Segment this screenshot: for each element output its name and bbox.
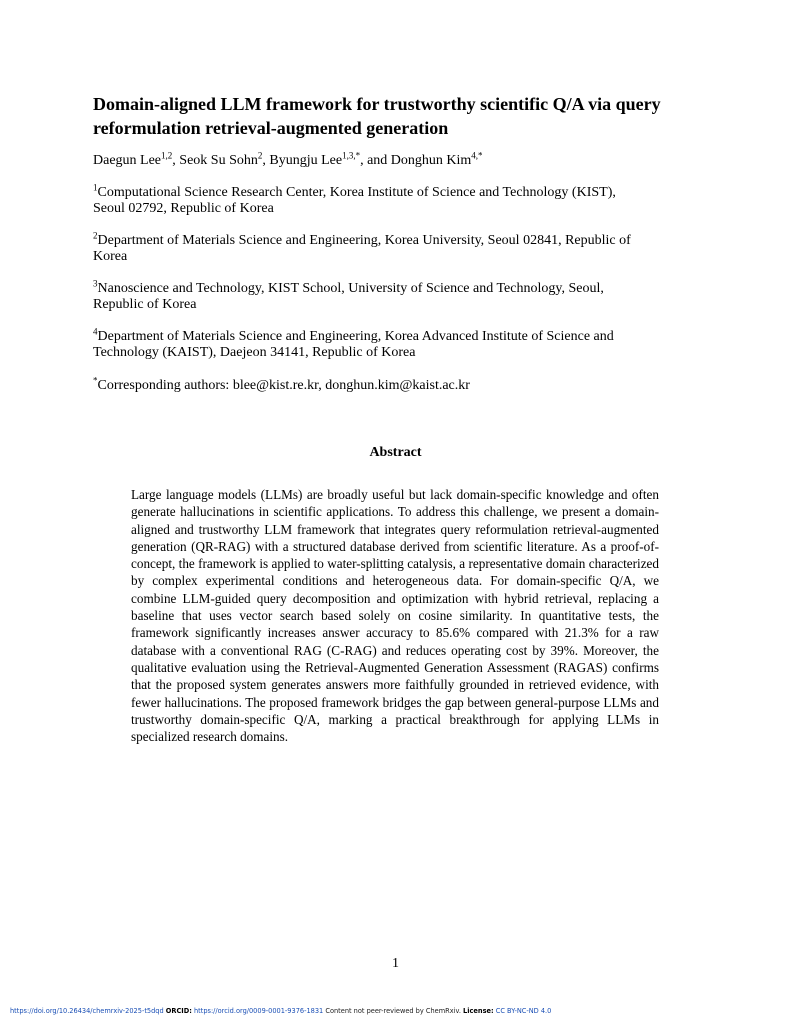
corresponding-authors — [93, 375, 693, 394]
author-name: Byungju Lee — [269, 153, 343, 168]
title-line-2: reformulation retrieval-augmented generation — [93, 118, 449, 138]
doi-link[interactable]: https://doi.org/10.26434/chemrxiv-2025-t5dqd — [10, 1007, 164, 1015]
affiliation-text: Computational Science Research Center, Korea Institute of Science and Technology (KIST), — [97, 185, 616, 200]
affiliation-text: Republic of Korea — [93, 297, 197, 312]
author-separator: , — [262, 153, 270, 168]
affiliation-text: Seoul 02792, Republic of Korea — [93, 201, 274, 216]
corresponding-mark: * — [93, 375, 98, 386]
author-separator: , and — [360, 153, 391, 168]
title-line-1: Domain-aligned LLM framework for trustworthy scientific Q/A via query — [93, 94, 661, 114]
page-number: 1 — [392, 956, 399, 971]
license-label: License: — [463, 1007, 494, 1015]
affiliation-text: Korea — [93, 249, 128, 264]
abstract-body: Large language models (LLMs) are broadly useful but lack domain-specific knowledge and often generate hallucinations in scientific applications. To address this challenge, we present a domain-aligned and trustworthy LLM framework that integrates query reformulation retrieval-augmented generation (QR-RAG) with a structured database derived from scientific literature. As a proof-of-concept, the framework is applied to water-splitting catalysis, a representative domain characterized by complex experimental conditions and heterogeneous data. For domain-specific Q/A, we combine LLM-guided query decomposition and optimization with hybrid retrieval, replacing a baseline that uses vector search based solely on cosine similarity. In quantitative tests, the framework significantly increases answer accuracy to 85.6% compared with 21.3% for a raw database with a conventional RAG (C-RAG) and reduces operating cost by 39%. Moreover, the qualitative evaluation using the Retrieval-Augmented Generation Assessment (RAGAS) confirms that the proposed system generates answers more faithfully grounded in retrieved evidence, with fewer hallucinations. The proposed framework bridges the gap between general-purpose LLMs and trustworthy domain-specific Q/A, marking a practical breakthrough for applying LLMs in specialized research domains. — [131, 487, 659, 745]
affiliation-3 — [93, 278, 693, 313]
author-name: Donghun Kim — [390, 153, 472, 168]
affiliation-text: Nanoscience and Technology, KIST School, University of Science and Technology, Seoul, — [97, 281, 604, 296]
affiliation-2 — [93, 230, 693, 265]
affiliation-number: 4 — [93, 326, 98, 337]
author-separator: , — [172, 153, 180, 168]
peer-review-notice: Content not peer-reviewed by ChemRxiv. — [325, 1007, 461, 1015]
preprint-footer — [10, 1006, 790, 1016]
author-affiliation-sup: 1,2 — [161, 150, 173, 161]
license-link[interactable]: CC BY-NC-ND 4.0 — [495, 1007, 552, 1015]
corresponding-text: Corresponding authors: blee@kist.re.kr, donghun.kim@kaist.ac.kr — [97, 378, 470, 393]
affiliation-text: Technology (KAIST), Daejeon 34141, Republic of Korea — [93, 345, 416, 360]
affiliation-number: 3 — [93, 278, 98, 289]
affiliation-number: 2 — [93, 230, 98, 241]
author-affiliation-sup: 1,3,* — [342, 150, 361, 161]
author-affiliation-sup: 4,* — [471, 150, 483, 161]
author-name: Seok Su Sohn — [179, 153, 258, 168]
orcid-label: ORCID: — [165, 1007, 192, 1015]
affiliation-1 — [93, 182, 693, 217]
paper-title — [93, 92, 693, 140]
author-affiliation-sup: 2 — [257, 150, 263, 161]
author-name: Daegun Lee — [93, 153, 162, 168]
affiliation-number: 1 — [93, 182, 98, 193]
orcid-link[interactable]: https://orcid.org/0009-0001-9376-1831 — [193, 1007, 324, 1015]
affiliation-text: Department of Materials Science and Engineering, Korea University, Seoul 02841, Republic of — [97, 233, 631, 248]
author-list — [93, 152, 693, 170]
affiliation-4 — [93, 326, 693, 361]
affiliation-text: Department of Materials Science and Engineering, Korea Advanced Institute of Science and — [97, 329, 614, 344]
abstract-heading: Abstract — [369, 445, 422, 460]
